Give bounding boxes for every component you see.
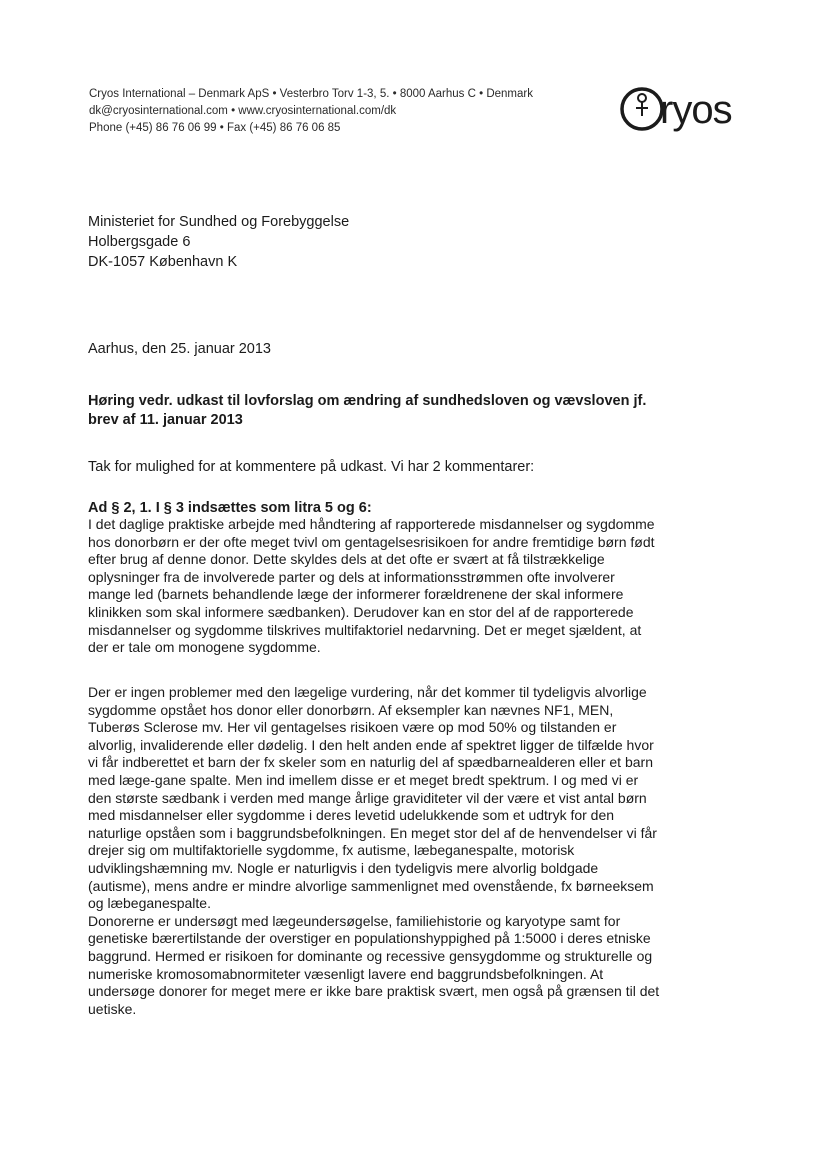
text-line: I det daglige praktiske arbejde med håndtering af rapporterede misdannelser og sygdomme bbox=[88, 516, 655, 532]
text-line: alvorlig, invaliderende eller dødelig. I den helt anden ende af spektret ligger de tilfælde hvor bbox=[88, 736, 654, 753]
recipient-street: Holbergsgade 6 bbox=[88, 234, 191, 250]
recipient-name: Ministeriet for Sundhed og Forebyggelse bbox=[88, 214, 350, 230]
text-line: (autisme), mens andre er mindre alvorlige sammenlignet med ovenstående, fx børneeksem bbox=[88, 877, 654, 894]
text-line: og læbeganespalte. bbox=[88, 895, 211, 912]
letterhead-phone: Phone (+45) 86 76 06 99 • Fax (+45) 86 76 06 85 bbox=[89, 122, 341, 134]
text-line: Donorerne er undersøgt med lægeundersøgelse, familiehistorie og karyotype samt for bbox=[88, 912, 621, 929]
recipient-address bbox=[88, 212, 349, 272]
letter-date: Aarhus, den 25. januar 2013 bbox=[88, 341, 271, 357]
text-line: naturlige opståen som i baggrundsbefolkningen. En meget stor del af de henvendelser vi får bbox=[88, 824, 657, 841]
paragraph-2 bbox=[88, 684, 659, 1018]
text-line: oplysninger fra de involverede parter og dels at informationsstrømmen ofte involverer bbox=[88, 568, 615, 585]
recipient-city: DK-1057 København K bbox=[88, 254, 238, 270]
subject-line: Høring vedr. udkast til lovforslag om ændring af sundhedsloven og vævsloven jf. bbox=[88, 393, 647, 409]
text-line: med misdannelser eller sygdomme i deres levetid udelukkende som et udtryk for den bbox=[88, 807, 615, 824]
svg-text:ryos: ryos bbox=[660, 88, 732, 132]
letterhead-web: dk@cryosinternational.com • www.cryosinternational.com/dk bbox=[89, 105, 397, 117]
text-line: sygdomme opstået hos donor eller donorbørn. Af eksempler kan nævnes NF1, MEN, bbox=[88, 701, 614, 718]
text-line: efter brug af denne donor. Dette skyldes dels at det ofte er svært at få tilstrækkelige bbox=[88, 551, 605, 568]
text-line: baggrund. Hermed er risikoen for dominante og recessive gensygdomme og strukturelle og bbox=[88, 947, 653, 964]
text-line: klinikken som skal informere sædbanken). Derudover kan en stor del af de rapporterede bbox=[88, 603, 634, 620]
letterhead bbox=[89, 86, 629, 137]
text-line: vi får indberettet et barn der fx skeler som en naturlig del af spædbarnealderen eller et barn bbox=[88, 754, 653, 771]
text-line: Tuberøs Sclerose mv. Her vil gentagelses risikoen være op mod 50% og tilstanden er bbox=[88, 719, 617, 736]
text-line: udviklingshæmning mv. Nogle er naturligvis i den tydeligvis mere alvorlig boldgade bbox=[88, 859, 599, 876]
text-line: uetiske. bbox=[88, 1000, 137, 1017]
cryos-logo bbox=[620, 80, 760, 142]
text-line: numeriske kromosomabnormiteter væsenligt lavere end baggrundsbefolkningen. At bbox=[88, 965, 604, 982]
text-line: den største sædbank i verden med mange årlige graviditeter vil der være et vist antal børn bbox=[88, 789, 647, 806]
text-line: drejer sig om multifaktorielle sygdomme, fx autisme, læbeganespalte, motorisk bbox=[88, 842, 575, 859]
text-line: Der er ingen problemer med den lægelige vurdering, når det kommer til tydeligvis alvorlige bbox=[88, 684, 647, 700]
paragraph-1 bbox=[88, 516, 655, 657]
text-line: hos donorbørn er der ofte meget tvivl om gentagelsesrisikoen for andre fremtidige børn født bbox=[88, 533, 655, 550]
letter-subject bbox=[88, 392, 728, 430]
text-line: genetiske bærertilstande der overstiger en populationshyppighed på 1:5000 i deres etniske bbox=[88, 930, 651, 947]
text-line: mange led (barnets behandlende læge der informerer forældrenene der skal informere bbox=[88, 586, 624, 603]
section-heading: Ad § 2, 1. I § 3 indsættes som litra 5 og 6: bbox=[88, 500, 372, 516]
letterhead-address: Cryos International – Denmark ApS • Vesterbro Torv 1-3, 5. • 8000 Aarhus C • Denmark bbox=[89, 88, 533, 100]
text-line: misdannelser og sygdomme tilskrives multifaktoriel nedarvning. Det er meget sjældent, at bbox=[88, 621, 642, 638]
text-line: med læge-gane spalte. Men ind imellem disse er et meget bredt spektrum. I og med vi er bbox=[88, 771, 639, 788]
text-line: undersøge donorer for meget mere er ikke bare praktisk svært, men også på grænsen til det bbox=[88, 983, 660, 1000]
intro-text: Tak for mulighed for at kommentere på udkast. Vi har 2 kommentarer: bbox=[88, 459, 535, 475]
subject-line: brev af 11. januar 2013 bbox=[88, 412, 243, 428]
text-line: der er tale om monogene sygdomme. bbox=[88, 639, 321, 656]
